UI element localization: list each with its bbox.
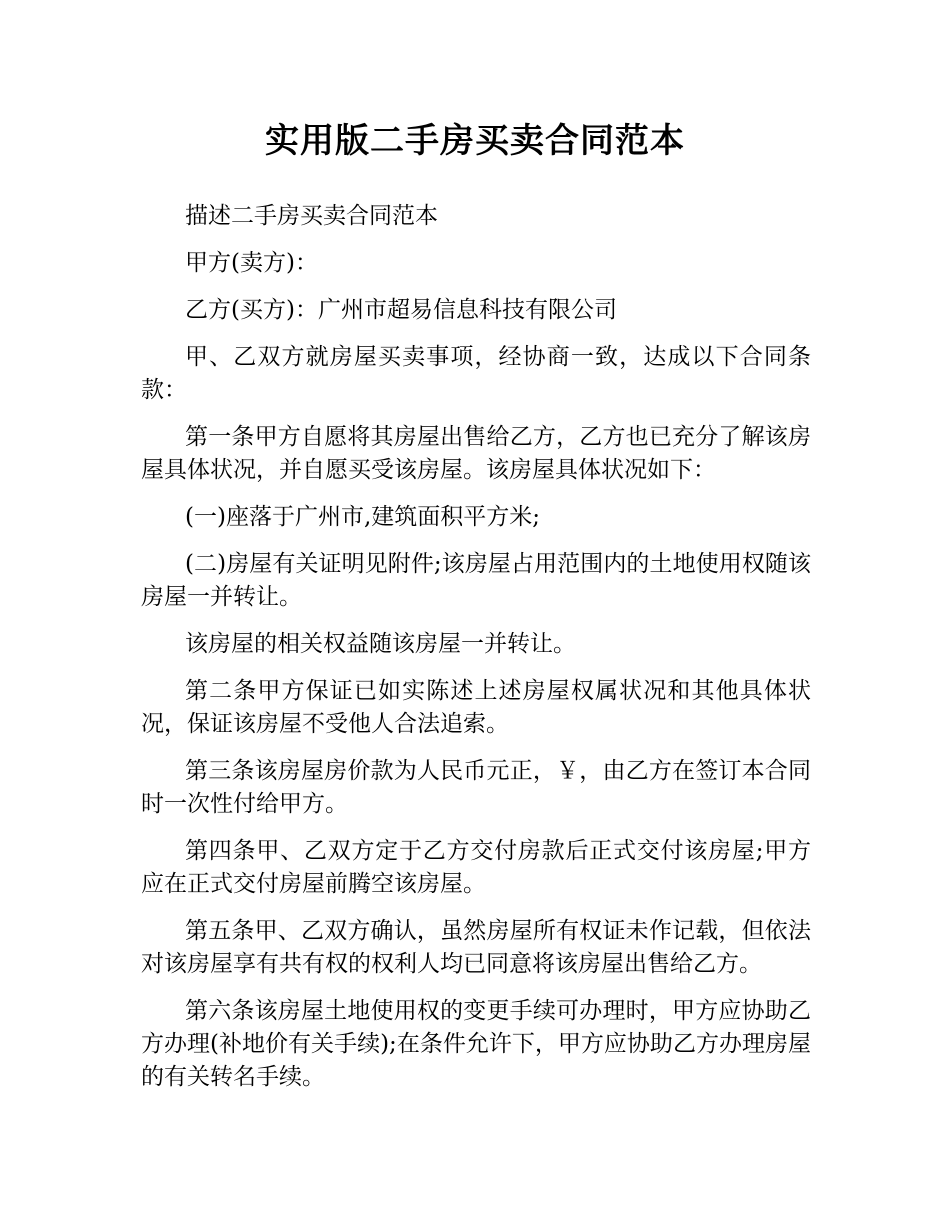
paragraph-article-3: 第三条该房屋房价款为人民币元正，￥，由乙方在签订本合同时一次性付给甲方。 (141, 758, 811, 817)
paragraph-description: 描述二手房买卖合同范本 (185, 203, 438, 229)
document-title: 实用版二手房买卖合同范本 (265, 121, 685, 161)
paragraph-article-5: 第五条甲、乙双方确认，虽然房屋所有权证未作记载，但依法对该房屋享有共有权的权利人均已同意将该房屋出售给乙方。 (141, 918, 811, 977)
paragraph-rights: 该房屋的相关权益随该房屋一并转让。 (185, 631, 576, 657)
paragraph-article-4: 第四条甲、乙双方定于乙方交付房款后正式交付该房屋;甲方应在正式交付房屋前腾空该房屋。 (141, 838, 811, 897)
paragraph-article-2: 第二条甲方保证已如实陈述上述房屋权属状况和其他具体状况，保证该房屋不受他人合法追索。 (141, 678, 811, 737)
paragraph-item-1: (一)座落于广州市,建筑面积平方米; (185, 504, 541, 530)
paragraph-item-2: (二)房屋有关证明见附件;该房屋占用范围内的土地使用权随该房屋一并转让。 (141, 551, 811, 610)
document-body (141, 200, 811, 1108)
paragraph-intro: 甲、乙双方就房屋买卖事项，经协商一致，达成以下合同条款： (141, 344, 811, 403)
paragraph-party-b: 乙方(买方)：广州市超易信息科技有限公司 (185, 297, 617, 323)
paragraph-party-a: 甲方(卖方)： (185, 250, 318, 276)
paragraph-article-6: 第六条该房屋土地使用权的变更手续可办理时，甲方应协助乙方办理(补地价有关手续);在条件允许下，甲方应协助乙方办理房屋的有关转名手续。 (141, 998, 811, 1090)
paragraph-article-1: 第一条甲方自愿将其房屋出售给乙方，乙方也已充分了解该房屋具体状况，并自愿买受该房屋。该房屋具体状况如下： (141, 424, 811, 483)
